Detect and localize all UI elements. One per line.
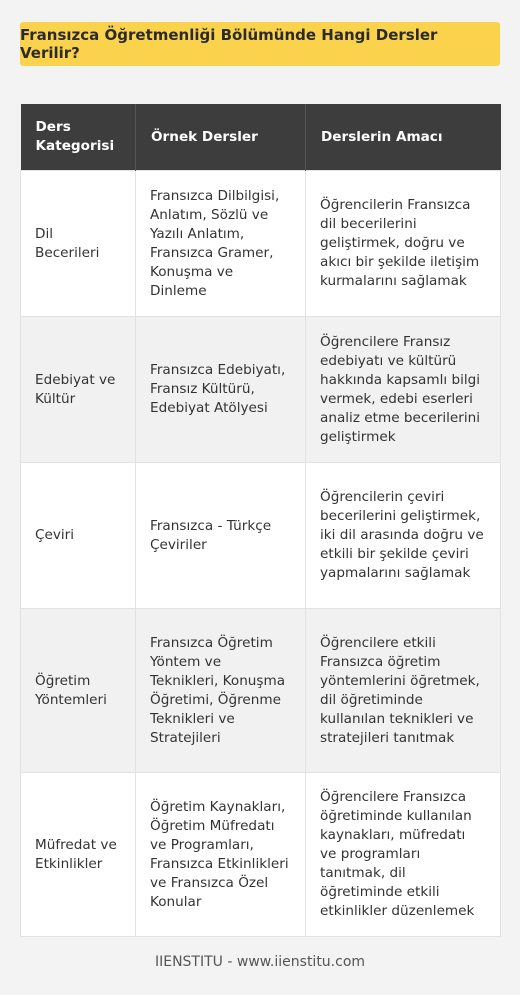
cell-course-purpose: Öğrencilere Fransızca öğretiminde kullanılan kaynakları, müfredatı ve programları tanıtmak, dil öğretiminde etkili etkinlikler düzenlemek (306, 773, 501, 937)
cell-example-courses: Fransızca Dilbilgisi, Anlatım, Sözlü ve Yazılı Anlatım, Fransızca Gramer, Konuşma ve Dinleme (136, 171, 306, 317)
cell-example-courses: Fransızca Öğretim Yöntem ve Teknikleri, Konuşma Öğretimi, Öğrenme Teknikleri ve Stratejileri (136, 609, 306, 773)
cell-category: Öğretim Yöntemleri (21, 609, 136, 773)
cell-category: Edebiyat ve Kültür (21, 317, 136, 463)
cell-category: Çeviri (21, 463, 136, 609)
header-example-courses: Örnek Dersler (136, 104, 306, 171)
table-row (21, 773, 501, 937)
cell-course-purpose: Öğrencilerin Fransızca dil becerilerini geliştirmek, doğru ve akıcı bir şekilde iletişim kurmalarını sağlamak (306, 171, 501, 317)
header-course-purpose: Derslerin Amacı (306, 104, 501, 171)
cell-example-courses: Öğretim Kaynakları, Öğretim Müfredatı ve Programları, Fransızca Etkinlikleri ve Fransızca Özel Konular (136, 773, 306, 937)
courses-table (20, 104, 501, 937)
table-row (21, 317, 501, 463)
table-header-row (21, 104, 501, 171)
header-category: Ders Kategorisi (21, 104, 136, 171)
cell-example-courses: Fransızca - Türkçe Çeviriler (136, 463, 306, 609)
cell-category: Dil Becerileri (21, 171, 136, 317)
cell-course-purpose: Öğrencilere etkili Fransızca öğretim yöntemlerini öğretmek, dil öğretiminde kullanılan teknikleri ve stratejileri tanıtmak (306, 609, 501, 773)
table-row (21, 463, 501, 609)
cell-course-purpose: Öğrencilere Fransız edebiyatı ve kültürü hakkında kapsamlı bilgi vermek, edebi eserleri analiz etme becerilerini geliştirmek (306, 317, 501, 463)
cell-example-courses: Fransızca Edebiyatı, Fransız Kültürü, Edebiyat Atölyesi (136, 317, 306, 463)
page-title: Fransızca Öğretmenliği Bölümünde Hangi Dersler Verilir? (20, 22, 500, 66)
table-row (21, 171, 501, 317)
cell-course-purpose: Öğrencilerin çeviri becerilerini geliştirmek, iki dil arasında doğru ve etkili bir şekilde çeviri yapmalarını sağlamak (306, 463, 501, 609)
table-row (21, 609, 501, 773)
footer-brand: IIENSTITU - www.iienstitu.com (154, 954, 366, 970)
cell-category: Müfredat ve Etkinlikler (21, 773, 136, 937)
